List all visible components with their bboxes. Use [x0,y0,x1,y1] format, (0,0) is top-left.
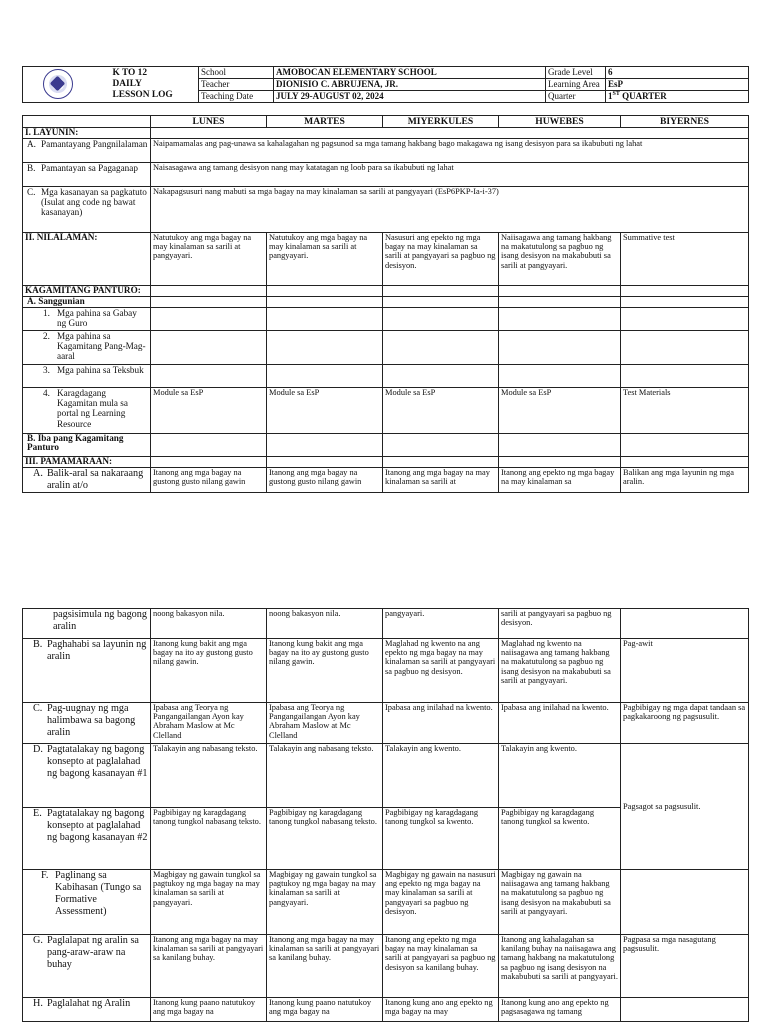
row-label-pamantayang-pangnilalaman: A. Pamantayang Pangnilalaman [23,139,151,163]
karagdagang-miyerkules: Module sa EsP [383,388,499,434]
pagtatalakay-1-huwebes: Talakayin ang kwento. [499,744,621,808]
row-label-gabay-ng-guro: 1. Mga pahina sa Gabay ng Guro [23,308,151,331]
row-label-paghahabi: B. Paghahabi sa layunin ng aralin [23,639,151,703]
nilalaman-biyernes: Summative test [621,233,749,286]
balik-aral-lunes: Itanong ang mga bagay na gustong gusto nilang gawin [151,468,267,493]
pag-uugnay-huwebes: Ipabasa ang inilahad na kwento. [499,703,621,744]
day-header-lunes: LUNES [151,116,267,128]
paghahabi-miyerkules: Maglahad ng kwento na ang epekto ng mga bagay na may kinalaman sa sarili at pangyayari sa pagbuo ng desisyon. [383,639,499,703]
area-label: Learning Area [546,79,606,91]
nilalaman-huwebes: Naiisagawa ang tamang hakbang na makatutulong sa pagbuo ng isang desisyon na makabubuti sa sarili at pangyayari. [499,233,621,286]
lesson-table-page-2 [22,608,749,1022]
balik-aral-huwebes: Itanong ang epekto ng mga bagay na may kinalaman sa [499,468,621,493]
paglalahat-miyerkules: Itanong kung ano ang epekto ng mga bagay na may [383,998,499,1022]
cont-lunes: noong bakasyon nila. [151,609,267,639]
pagtatalakay-2-miyerkules: Pagbibigay ng karagdagang tanong tungkol sa kwento. [383,808,499,870]
balik-aral-miyerkules: Itanong ang mga bagay na may kinalaman sa sarili at [383,468,499,493]
paglalapat-huwebes: Itanong ang kahalagahan sa kanilang buhay na naiisagawa ang tamang hakbang na makatutulong sa pagbuo ng isang desisyon na makabubuti sa sarili at pangyayari. [499,935,621,998]
paglalahat-martes: Itanong kung paano natutukoy ang mga bagay na [267,998,383,1022]
quarter-label: Quarter [546,91,606,103]
cont-huwebes: sarili at pangyayari sa pagbuo ng desisyon. [499,609,621,639]
kasanayan-text: Nakapagsusuri nang mabuti sa mga bagay na may kinalaman sa sarili at pangyayari (EsP6PKP-Ia-i-37) [151,187,749,233]
paglinang-miyerkules: Magbigay ng gawain na nasusuri ang epekto ng mga bagay na may kinalaman sa sarili at pangyayari sa pagbuo ng desisyon. [383,870,499,935]
teacher-value: DIONISIO C. ABRUJENA, JR. [274,79,546,91]
pagtatalakay-1-martes: Talakayin ang nabasang teksto. [267,744,383,808]
paglalapat-lunes: Itanong ang mga bagay na may kinalaman sa sarili at pangyayari sa kanilang buhay. [151,935,267,998]
row-label-iba-pang-kagamitang-panturo: B. Iba pang Kagamitang Panturo [23,434,151,457]
row-label-pagtatalakay-2: E. Pagtatalakay ng bagong konsepto at paglalahad ng bagong kasanayan #2 [23,808,151,870]
row-label-teksbuk: 3. Mga pahina sa Teksbuk [23,365,151,388]
karagdagang-lunes: Module sa EsP [151,388,267,434]
pagtatalakay-2-martes: Pagbibigay ng karagdagang tanong tungkol nabasang teksto. [267,808,383,870]
karagdagang-martes: Module sa EsP [267,388,383,434]
logo-cell [23,67,111,103]
date-label: Teaching Date [199,91,274,103]
grade-label: Grade Level [546,67,606,79]
paglinang-lunes: Magbigay ng gawain tungkol sa pagtukoy ng mga bagay na may kinalaman sa sarili at pangyayari. [151,870,267,935]
paglalapat-biyernes: Pagpasa sa mga nasagutang pagsusulit. [621,935,749,998]
cont-biyernes [621,609,749,639]
balik-aral-biyernes: Balikan ang mga layunin ng mga aralin. [621,468,749,493]
lesson-table-page-1 [22,115,749,493]
cont-martes: noong bakasyon nila. [267,609,383,639]
paglalapat-miyerkules: Itanong ang epekto ng mga bagay na may kinalaman sa sarili at pangyayari sa pagbuo ng desisyon sa kanilang buhay. [383,935,499,998]
karagdagang-huwebes: Module sa EsP [499,388,621,434]
row-label-sanggunian: A. Sanggunian [23,297,151,308]
row-label-karagdagang-kagamitan: 4. Karagdagang Kagamitan mula sa portal ng Learning Resource [23,388,151,434]
row-label-pagtatalakay-1: D. Pagtatalakay ng bagong konsepto at paglalahad ng bagong kasanayan #1 [23,744,151,808]
section-pamamaraan: III. PAMAMARAAN: [23,457,151,468]
row-label-paglalahat: H. Paglalahat ng Aralin [23,998,151,1022]
paghahabi-martes: Itanong kung bakit ang mga bagay na ito ay gustong gusto nilang gawin. [267,639,383,703]
row-label-paglinang: F. Paglinang sa Kabihasan (Tungo sa Formative Assessment) [23,870,151,935]
row-label-pagsisimula-cont: pagsisimula ng bagong aralin [23,609,151,639]
paglalahat-biyernes [621,998,749,1022]
row-label-paglalapat: G. Paglalapat ng aralin sa pang-araw-araw na buhay [23,935,151,998]
nilalaman-martes: Natutukoy ang mga bagay na may kinalaman sa sarili at pangyayari. [267,233,383,286]
row-label-pag-uugnay: C. Pag-uugnay ng mga halimbawa sa bagong aralin [23,703,151,744]
pagtatalakay-1-miyerkules: Talakayin ang kwento. [383,744,499,808]
date-value: JULY 29-AUGUST 02, 2024 [274,91,546,103]
day-header-martes: MARTES [267,116,383,128]
paghahabi-biyernes: Pag-awit [621,639,749,703]
paglalahat-lunes: Itanong kung paano natutukoy ang mga bagay na [151,998,267,1022]
pag-uugnay-miyerkules: Ipabasa ang inilahad na kwento. [383,703,499,744]
paglalahat-huwebes: Itanong kung ano ang epekto ng pagsasagawa ng tamang [499,998,621,1022]
lesson-log-title: K TO 12 DAILY LESSON LOG [111,67,199,103]
paghahabi-lunes: Itanong kung bakit ang mga bagay na ito ay gustong gusto nilang gawin. [151,639,267,703]
row-label-kasanayan: C. Mga kasanayan sa pagkatuto (Isulat ang code ng bawat kasanayan) [23,187,151,233]
pag-uugnay-martes: Ipabasa ang Teorya ng Pangangailangan Ayon kay Abraham Maslow at Mc Clelland [267,703,383,744]
row-label-pamantayan-sa-pagaganap: B. Pamantayan sa Pagaganap [23,163,151,187]
row-label-balik-aral: A. Balik-aral sa nakaraang aralin at/o [23,468,151,493]
pagtatalakay-2-lunes: Pagbibigay ng karagdagang tanong tungkol nabasang teksto. [151,808,267,870]
paghahabi-huwebes: Maglahad ng kwento na naiisagawa ang tamang hakbang na makatutulong sa pagbuo ng isang desisyon na makabubuti sa sarili at pangyayari. [499,639,621,703]
balik-aral-martes: Itanong ang mga bagay na gustong gusto nilang gawin [267,468,383,493]
pagtatalakay-biyernes: Pagsagot sa pagsusulit. [621,744,749,870]
section-kagamitang-panturo: KAGAMITANG PANTURO: [23,286,151,297]
school-value: AMOBOCAN ELEMENTARY SCHOOL [274,67,546,79]
area-value: EsP [606,79,749,91]
pag-uugnay-lunes: Ipabasa ang Teorya ng Pangangailangan Ayon kay Abraham Maslow at Mc Clelland [151,703,267,744]
pamantayan-sa-pagaganap-text: Naisasagawa ang tamang desisyon nang may katatagan ng loob para sa ikabubuti ng lahat [151,163,749,187]
paglalapat-martes: Itanong ang mga bagay na may kinalaman sa sarili at pangyayari sa kanilang buhay. [267,935,383,998]
row-label-kagamitang-pang-mag-aaral: 2. Mga pahina sa Kagamitang Pang-Mag-aaral [23,331,151,365]
blank-header [23,116,151,128]
section-nilalaman: II. NILALAMAN: [23,233,151,286]
grade-value: 6 [606,67,749,79]
deped-seal-icon [43,69,73,99]
pamantayang-pangnilalaman-text: Naipamamalas ang pag-unawa sa kahalagahan ng pagsunod sa mga tamang hakbang bago makagawa ng isang desisyon para sa ikabubuti ng lahat [151,139,749,163]
day-header-huwebes: HUWEBES [499,116,621,128]
pag-uugnay-biyernes: Pagbibigay ng mga dapat tandaan sa pagkakaroong ng pagsusulit. [621,703,749,744]
cont-miyerkules: pangyayari. [383,609,499,639]
nilalaman-miyerkules: Nasusuri ang epekto ng mga bagay na may kinalaman sa sarili at pangyayari sa pagbuo ng desisyon. [383,233,499,286]
day-header-biyernes: BIYERNES [621,116,749,128]
paglinang-huwebes: Magbigay ng gawain na naiisagawa ang tamang hakbang na makatutulong sa pagbuo ng isang desisyon na makabubuti sa sarili at pangyayari. [499,870,621,935]
pagtatalakay-1-lunes: Talakayin ang nabasang teksto. [151,744,267,808]
karagdagang-biyernes: Test Materials [621,388,749,434]
paglinang-martes: Magbigay ng gawain tungkol sa pagtukoy ng mga bagay na may kinalaman sa sarili at pangyayari. [267,870,383,935]
nilalaman-lunes: Natutukoy ang mga bagay na may kinalaman sa sarili at pangyayari. [151,233,267,286]
pagtatalakay-2-huwebes: Pagbibigay ng karagdagang tanong tungkol sa kwento. [499,808,621,870]
header-table [22,66,749,103]
day-header-miyerkules: MIYERKULES [383,116,499,128]
teacher-label: Teacher [199,79,274,91]
school-label: School [199,67,274,79]
quarter-value: 1ST QUARTER [606,91,749,103]
section-layunin: I. LAYUNIN: [23,128,151,139]
